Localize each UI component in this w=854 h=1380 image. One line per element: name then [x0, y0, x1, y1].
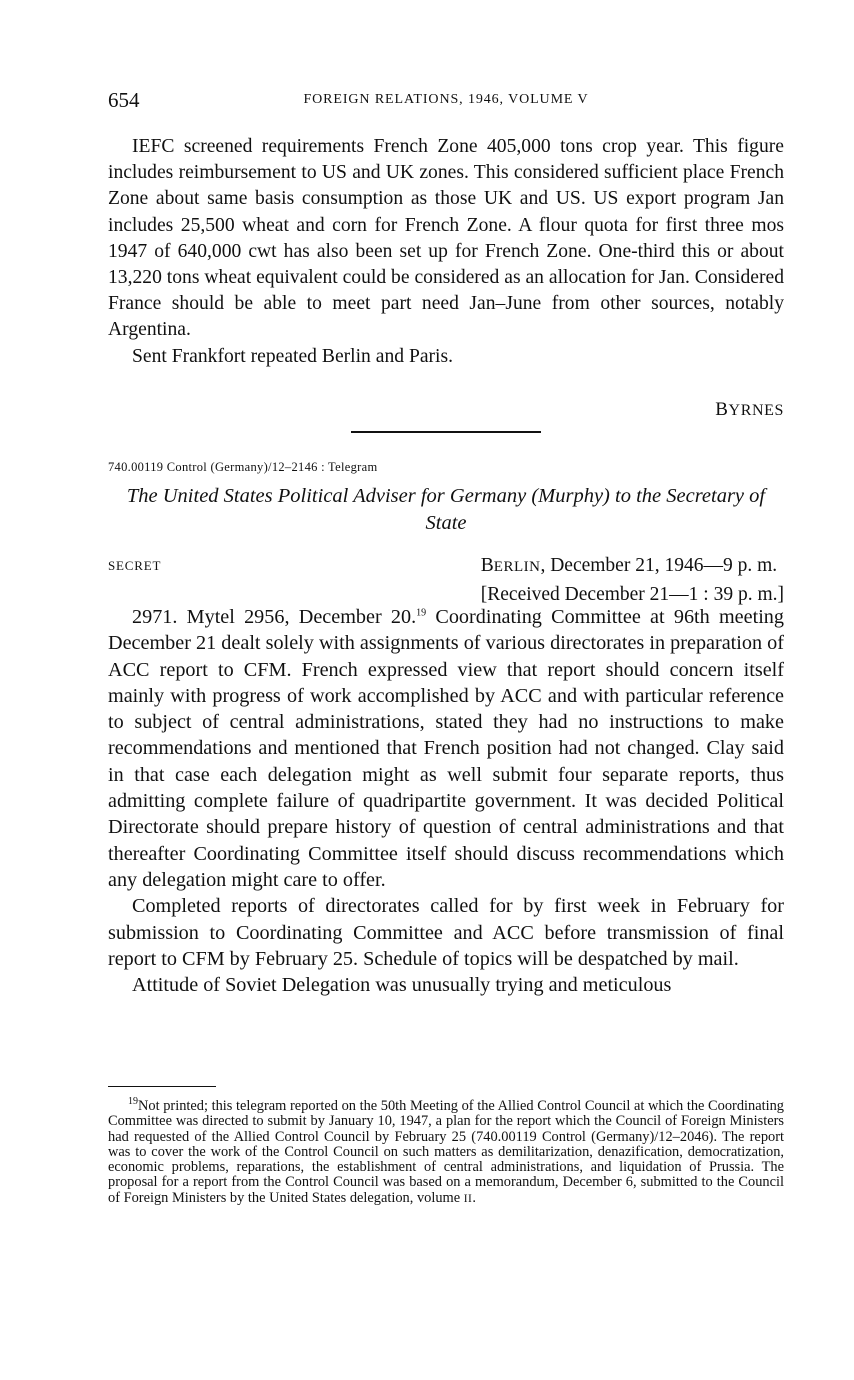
- section-divider: [351, 431, 541, 433]
- preceding-telegram-body: [108, 134, 784, 370]
- footnote-end: .: [472, 1189, 476, 1206]
- date-sent: [481, 552, 784, 581]
- body-paragraph: IEFC screened requirements French Zone 405,000 tons crop year. This figure includes reimbursement to US and UK zones. This considered sufficient place French Zone about same basis consumption as those UK and US. US export program Jan includes 25,500 wheat and corn for French Zone. A flour quota for first three mos 1947 of 640,000 cwt has also been set up for French Zone. One-third this or about 13,220 tons wheat equivalent could be considered as an allocation for Jan. Considered France should be able to meet part need Jan–June from other sources, notably Argentina.: [108, 136, 784, 341]
- footnote-marker: 19: [128, 1096, 138, 1108]
- paragraph-rest: Coordinating Committee at 96th meeting December 21 dealt solely with assignments of various directorates in preparation of ACC report to CFM. French expressed view that report should concern itself mainly with progress of work accomplished by ACC and with particular reference to subject of central administrations, stated they had no instructions to make recommendations and mentioned that French position had not changed. Clay said in that case each delegation might as well submit four separate reports, thus admitting complete failure of quadripartite government. It was decided Political Directorate should prepare history of question of central administrations and that thereafter Coordinating Committee itself should discuss recommendations which any delegation might care to offer.: [108, 606, 784, 891]
- running-title: FOREIGN RELATIONS, 1946, VOLUME V: [303, 92, 589, 107]
- signature-initial: B: [715, 399, 729, 420]
- file-number: 740.00119 Control (Germany)/12–2146 : Telegram: [108, 460, 378, 474]
- date-received: [Received December 21—1 : 39 p. m.]: [480, 584, 784, 605]
- body-paragraph: [108, 604, 784, 893]
- footnote-text: Not printed; this telegram reported on the 50th Meeting of the Allied Control Council at which the Coordinating Committee was directed to submit by January 10, 1947, a plan for the report which the Council of Foreign Ministers had requested of the Allied Control Council by February 25 (740.00119 Control (Germany)/12–2046). The report was to cover the work of the Control Council on such matters as demilitarization, denazification, democratization, economic problems, reparations, the establishment of central administrations, and liquidation of Prussia. The proposal for a report from the Control Council was based on a memorandum, December 6, submitted to the Council of Foreign Ministers by the United States delegation, volume: [108, 1098, 784, 1206]
- dateline: [481, 552, 784, 608]
- page-number: 654: [108, 88, 140, 112]
- signature-rest: YRNES: [728, 402, 784, 419]
- footnote-ref: 19: [416, 607, 427, 619]
- volume-ref: II: [463, 1192, 473, 1205]
- classification-label: SECRET: [108, 558, 162, 573]
- document-title: The United States Political Adviser for Germany (Murphy) to the Secretary of State: [126, 485, 766, 534]
- signature: [715, 399, 784, 421]
- body-paragraph: Completed reports of directorates called for by first week in February for submission to Coordinating Committee and ACC before transmission of final report to CFM by February 25. Schedule of topics will be despatched by mail.: [108, 895, 784, 970]
- page-header: [108, 88, 784, 118]
- place-initial: B: [480, 555, 494, 576]
- place-rest: ERLIN: [493, 559, 541, 575]
- body-paragraph: Attitude of Soviet Delegation was unusually trying and meticulous: [132, 974, 672, 997]
- footnote: [108, 1096, 784, 1207]
- telegram-body: [108, 604, 784, 998]
- paragraph-start: 2971. Mytel 2956, December 20.: [132, 606, 417, 628]
- footnote-divider: [108, 1086, 216, 1087]
- body-paragraph: Sent Frankfort repeated Berlin and Paris.: [132, 345, 454, 367]
- date-sent-text: , December 21, 1946—9 p. m.: [540, 555, 778, 576]
